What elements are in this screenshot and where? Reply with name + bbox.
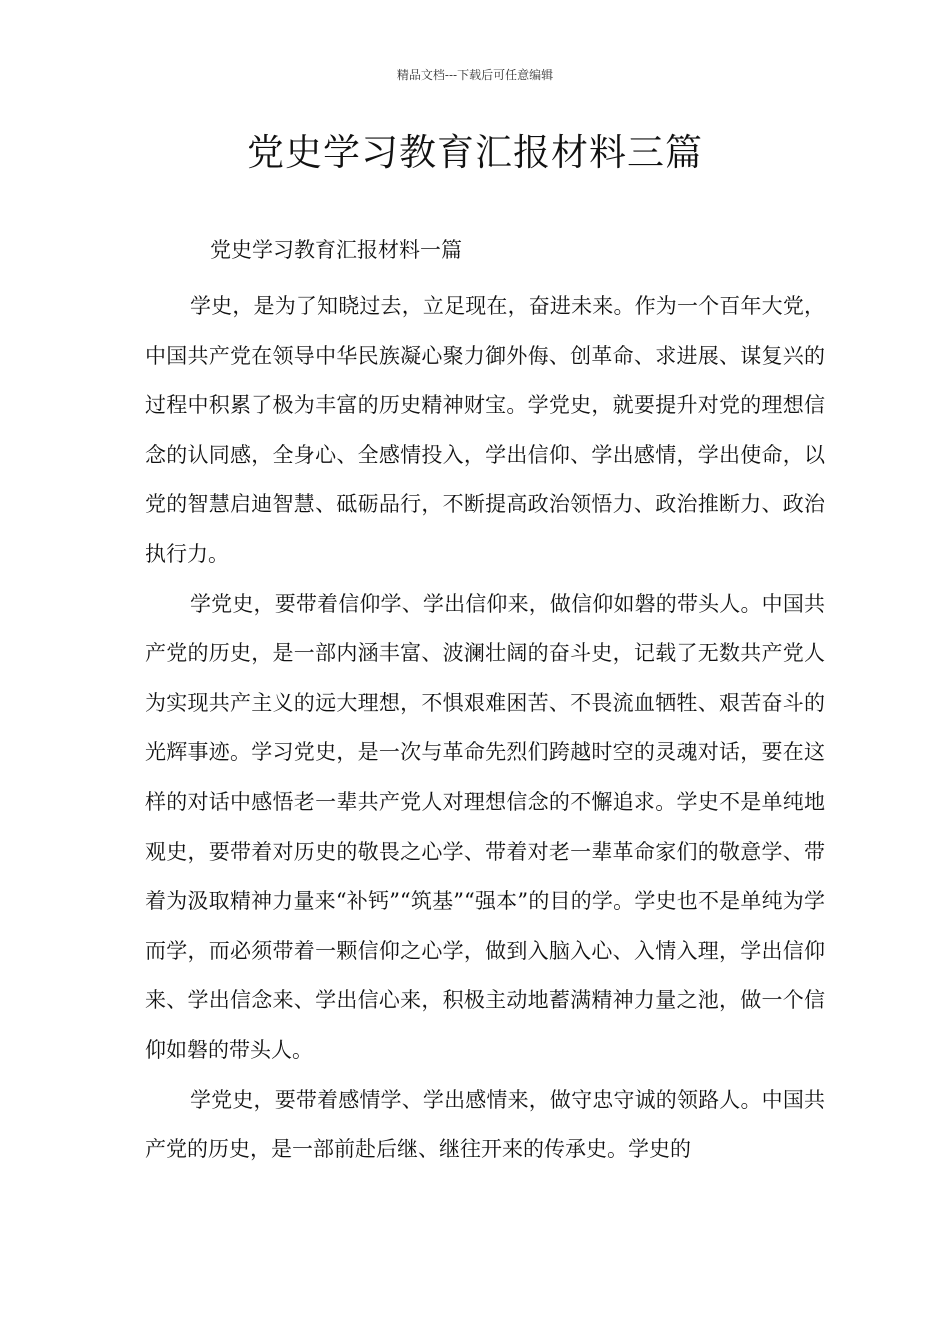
body-paragraph-1: 学史，是为了知晓过去，立足现在，奋进未来。作为一个百年大党，中国共产党在领导中华民族凝心聚力御外侮、创革命、求进展、谋复兴的过程中积累了极为丰富的历史精神财宝。学党史，就要提升对党的理想信念的认同感，全身心、全感情投入，学出信仰、学出感情，学出使命，以党的智慧启迪智慧、砥砺品行，不断提高政治领悟力、政治推断力、政治执行力。 [145,294,825,566]
body-paragraph-3: 学党史，要带着感情学、学出感情来，做守忠守诚的领路人。中国共产党的历史，是一部前赴后继、继往开来的传承史。学史的 [145,1087,825,1162]
section-title: 党史学习教育汇报材料一篇 [210,238,462,262]
document-title: 党史学习教育汇报材料三篇 [247,131,703,174]
header-note: 精品文档---下载后可任意编辑 [396,68,554,82]
body-paragraph-2: 学党史，要带着信仰学、学出信仰来，做信仰如磐的带头人。中国共产党的历史，是一部内涵丰富、波澜壮阔的奋斗史，记载了无数共产党人为实现共产主义的远大理想，不惧艰难困苦、不畏流血牺牲、艰苦奋斗的光辉事迹。学习党史，是一次与革命先烈们跨越时空的灵魂对话，要在这样的对话中感悟老一辈共产党人对理想信念的不懈追求。学史不是单纯地观史，要带着对历史的敬畏之心学、带着对老一辈革命家们的敬意学、带着为汲取精神力量来“补钙”“筑基”“强本”的目的学。学史也不是单纯为学而学，而必须带着一颗信仰之心学，做到入脑入心、入情入理，学出信仰来、学出信念来、学出信心来，积极主动地蓄满精神力量之池，做一个信仰如磐的带头人。 [145,591,825,1062]
document-body [145,282,825,1175]
